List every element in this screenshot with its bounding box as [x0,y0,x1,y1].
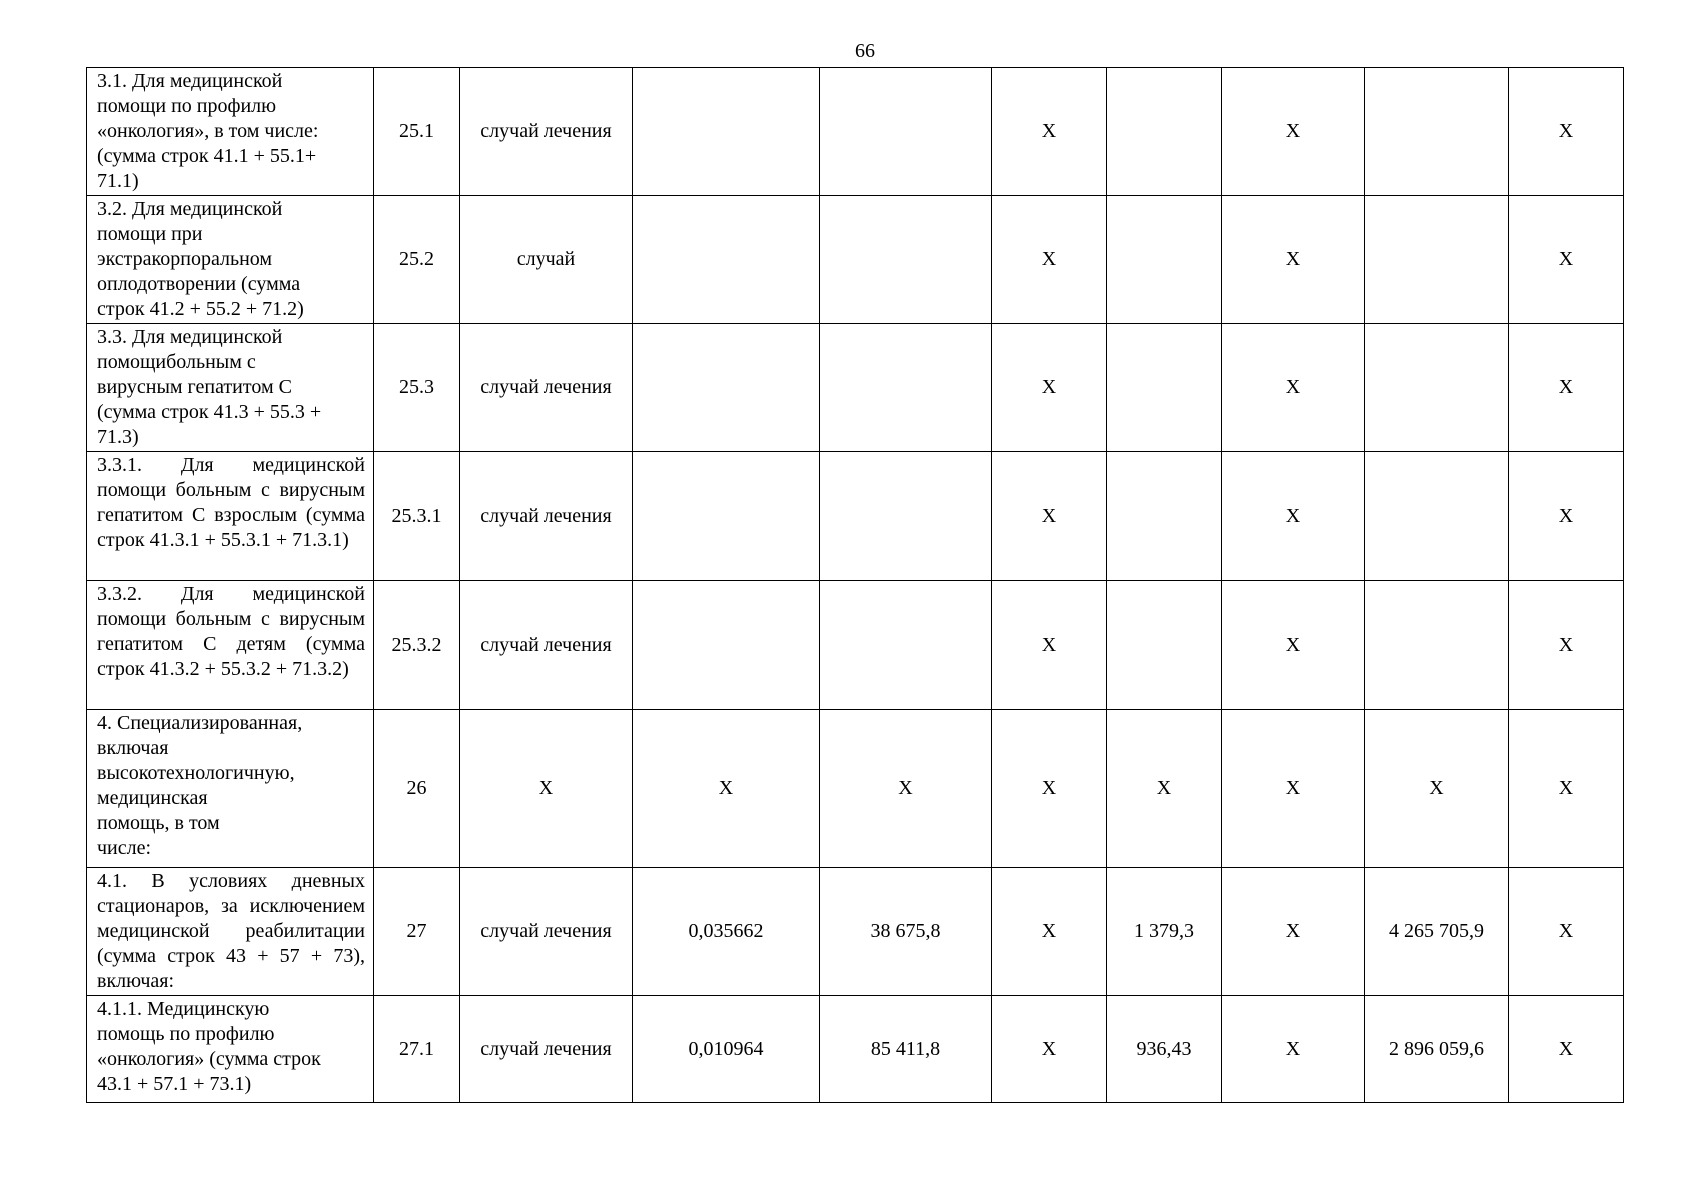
row-name-line: 4.1. В условиях дневных стационаров, за исключением медицинской реабилитации (сумма строк 43 + 57 + 73), включая: [97,870,365,992]
volume-norm-cell [633,324,820,452]
row-name-line: «онкология» (сумма строк [97,1048,321,1070]
col-6-cell: X [1107,710,1222,868]
table-row [87,196,1624,324]
row-name-line: 71.1) [97,170,139,192]
cost-norm-cell [820,581,992,710]
row-name-line: включая [97,737,169,759]
row-number-cell: 25.2 [374,196,460,324]
col-5-cell: X [992,324,1107,452]
cost-norm-cell [820,452,992,581]
row-name-line: помощибольным с [97,351,256,373]
col-7-cell: X [1222,710,1365,868]
col-6-cell: 1 379,3 [1107,868,1222,996]
table-row [87,324,1624,452]
col-5-cell: X [992,996,1107,1103]
col-6-cell [1107,196,1222,324]
table-row [87,996,1624,1103]
row-name-line: 71.3) [97,426,139,448]
col-8-cell [1365,324,1509,452]
table-row [87,710,1624,868]
col-5-cell: X [992,710,1107,868]
table-row [87,452,1624,581]
row-name-cell [87,452,374,581]
table-row [87,868,1624,996]
table-row [87,68,1624,196]
row-name-cell [87,581,374,710]
row-name-line: помощь, в том [97,812,220,834]
row-name-line: экстракорпоральном [97,248,273,270]
col-7-cell: X [1222,996,1365,1103]
unit-cell: X [460,710,633,868]
col-7-cell: X [1222,324,1365,452]
volume-norm-cell: 0,010964 [633,996,820,1103]
row-name-cell [87,324,374,452]
row-name-line: вирусным гепатитом С [97,376,292,398]
row-name-line: 3.3. Для медицинской [97,326,283,348]
row-name-line: оплодотворении (сумма [97,273,301,295]
col-9-cell: X [1509,996,1624,1103]
col-5-cell: X [992,868,1107,996]
col-9-cell: X [1509,868,1624,996]
row-name-cell [87,868,374,996]
row-number-cell: 25.3.2 [374,581,460,710]
row-name-line: 3.1. Для медицинской [97,70,283,92]
unit-cell: случай [460,196,633,324]
col-6-cell [1107,581,1222,710]
col-7-cell: X [1222,68,1365,196]
row-name-line: (сумма строк 41.3 + 55.3 + [97,401,322,423]
row-name-cell [87,710,374,868]
col-5-cell: X [992,581,1107,710]
table-row [87,581,1624,710]
row-number-cell: 27 [374,868,460,996]
col-9-cell: X [1509,710,1624,868]
volume-norm-cell: 0,035662 [633,868,820,996]
cost-norm-cell [820,324,992,452]
unit-cell: случай лечения [460,581,633,710]
col-8-cell [1365,196,1509,324]
cost-norm-cell [820,196,992,324]
col-9-cell: X [1509,581,1624,710]
volume-norm-cell [633,581,820,710]
col-6-cell [1107,452,1222,581]
row-name-cell [87,68,374,196]
col-8-cell [1365,581,1509,710]
col-8-cell: 4 265 705,9 [1365,868,1509,996]
row-name-line: 4. Специализированная, [97,712,303,734]
col-6-cell [1107,324,1222,452]
col-8-cell [1365,452,1509,581]
volume-norm-cell [633,68,820,196]
col-5-cell: X [992,68,1107,196]
col-9-cell: X [1509,452,1624,581]
unit-cell: случай лечения [460,868,633,996]
row-number-cell: 25.1 [374,68,460,196]
cost-norm-cell: X [820,710,992,868]
col-7-cell: X [1222,196,1365,324]
row-name-line: 3.3.2. Для медицинской помощи больным с вирусным гепатитом С детям (сумма строк 41.3.2 + 55.3.2 + 71.3.2) [97,583,365,680]
page-number: 66 [855,40,875,62]
col-9-cell: X [1509,196,1624,324]
col-5-cell: X [992,452,1107,581]
col-7-cell: X [1222,581,1365,710]
table-body [87,68,1624,1103]
unit-cell: случай лечения [460,68,633,196]
volume-norm-cell [633,452,820,581]
unit-cell: случай лечения [460,452,633,581]
cost-norm-cell [820,68,992,196]
col-8-cell: X [1365,710,1509,868]
col-8-cell: 2 896 059,6 [1365,996,1509,1103]
row-name-cell [87,196,374,324]
row-name-line: «онкология», в том числе: [97,120,319,142]
col-7-cell: X [1222,868,1365,996]
col-9-cell: X [1509,324,1624,452]
row-name-line: (сумма строк 41.1 + 55.1+ [97,145,317,167]
row-name-line: 4.1.1. Медицинскую [97,998,270,1020]
col-8-cell [1365,68,1509,196]
volume-norm-cell [633,196,820,324]
cost-norm-cell: 85 411,8 [820,996,992,1103]
unit-cell: случай лечения [460,996,633,1103]
row-name-line: 3.3.1. Для медицинской помощи больным с вирусным гепатитом С взрослым (сумма строк 41.3.1 + 55.3.1 + 71.3.1) [97,454,365,551]
col-5-cell: X [992,196,1107,324]
row-name-line: 43.1 + 57.1 + 73.1) [97,1073,252,1095]
row-number-cell: 27.1 [374,996,460,1103]
row-name-cell [87,996,374,1103]
unit-cell: случай лечения [460,324,633,452]
data-table [86,67,1624,1103]
row-name-line: строк 41.2 + 55.2 + 71.2) [97,298,304,320]
row-name-line: высокотехнологичную, [97,762,295,784]
volume-norm-cell: X [633,710,820,868]
col-7-cell: X [1222,452,1365,581]
col-6-cell [1107,68,1222,196]
row-name-line: помощи по профилю [97,95,277,117]
row-name-line: помощи при [97,223,203,245]
row-name-line: 3.2. Для медицинской [97,198,283,220]
col-6-cell: 936,43 [1107,996,1222,1103]
cost-norm-cell: 38 675,8 [820,868,992,996]
row-name-line: помощь по профилю [97,1023,275,1045]
row-number-cell: 25.3 [374,324,460,452]
col-9-cell: X [1509,68,1624,196]
row-number-cell: 25.3.1 [374,452,460,581]
row-number-cell: 26 [374,710,460,868]
row-name-line: медицинская [97,787,208,809]
row-name-line: числе: [97,837,152,859]
